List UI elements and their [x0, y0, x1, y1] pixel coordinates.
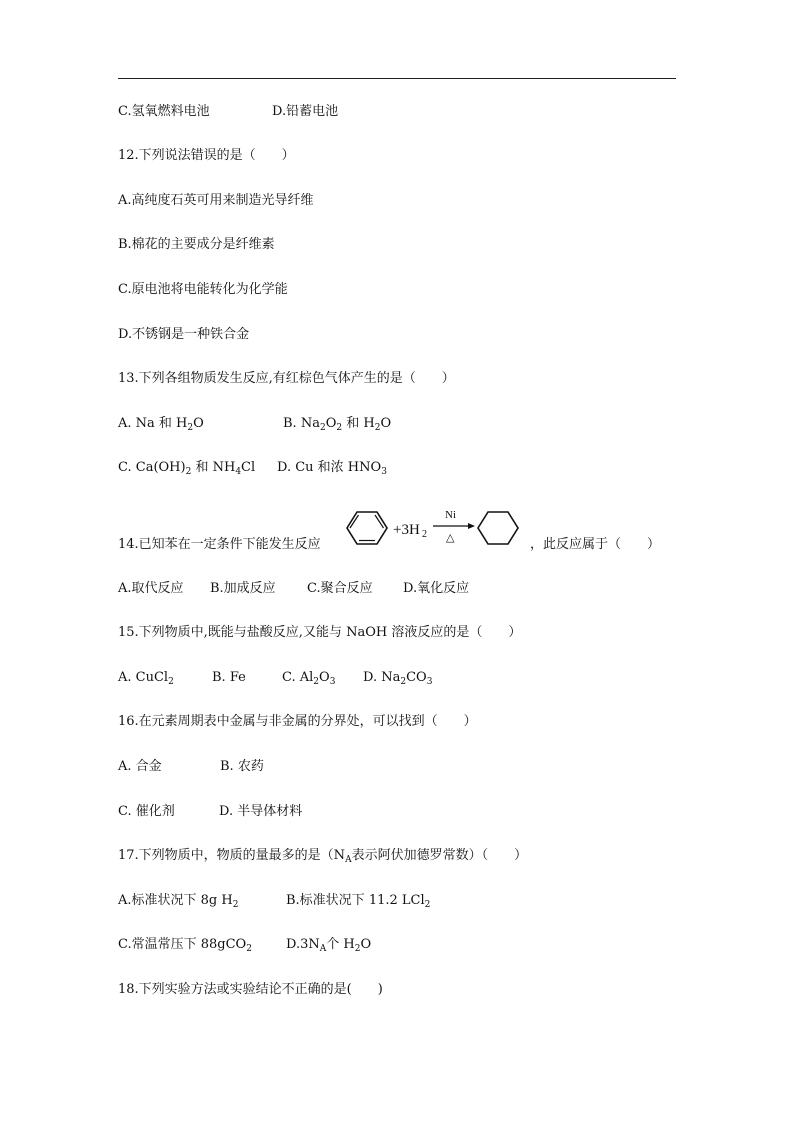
q13-stem: 13.下列各组物质发生反应,有红棕色气体产生的是（ ） — [118, 371, 455, 386]
q17-stem: 17.下列物质中，物质的量最多的是（$N_A$表示阿伏加德罗常数）（ ） — [118, 848, 528, 865]
q17-option-c: C.常温常压下 88gCO$_2$ — [118, 937, 252, 954]
q18-stem: 18.下列实验方法或实验结论不正确的是( ) — [118, 982, 383, 997]
cyclohexane-ring-icon — [478, 512, 518, 544]
q17-option-d: $D.3N_A$个 $H_2O$ — [286, 937, 372, 954]
q14-option-d: D.氧化反应 — [403, 581, 470, 596]
q12-option-a: A.高纯度石英可用来制造光导纤维 — [118, 193, 314, 208]
q13-option-c: C. $Ca(OH)_2$ 和 $NH_4Cl$ — [118, 460, 256, 477]
reaction-h2: +3H — [393, 522, 420, 538]
reaction-catalyst: Ni — [445, 509, 456, 521]
q11-option-d: D.铅蓄电池 — [272, 104, 339, 119]
q16-stem: 16.在元素周期表中金属与非金属的分界处，可以找到（ ） — [118, 714, 477, 729]
q17-option-a: A.标准状况下 8g $H_2$ — [118, 893, 239, 910]
reaction-heat: △ — [446, 531, 455, 544]
q12-stem: 12.下列说法错误的是（ ） — [118, 148, 295, 163]
q16-option-b: B. 农药 — [220, 759, 264, 774]
q11-option-c: C.氢氧燃料电池 — [118, 104, 210, 119]
q16-option-c: C. 催化剂 — [118, 804, 175, 819]
q13-option-d: D. Cu 和浓 $HNO_3$ — [277, 460, 387, 477]
q15-stem: 15.下列物质中,既能与盐酸反应,又能与 NaOH 溶液反应的是（ ） — [118, 625, 522, 640]
q14-stem-tail: ，此反应属于（ ） — [530, 537, 661, 552]
q12-option-d: D.不锈钢是一种铁合金 — [118, 327, 250, 342]
q14-stem: 14.已知苯在一定条件下能发生反应 — [118, 537, 321, 552]
reaction-h2-sub: 2 — [422, 529, 427, 540]
q13-option-b: B. $Na_2O_2$ 和 $H_2O$ — [283, 416, 392, 433]
header-rule — [118, 78, 676, 79]
q15-option-a: A. CuCl$_2$ — [118, 670, 174, 687]
q15-option-b: B. Fe — [212, 670, 246, 685]
q15-option-c: C. $Al_2O_3$ — [282, 670, 336, 687]
q16-option-d: D. 半导体材料 — [219, 804, 303, 819]
q12-option-b: B.棉花的主要成分是纤维素 — [118, 237, 275, 252]
q14-option-b: B.加成反应 — [210, 581, 276, 596]
q17-option-b: B.标准状况下 11.2 LCl$_2$ — [286, 893, 431, 910]
benzene-ring-icon — [347, 512, 387, 544]
q12-option-c: C.原电池将电能转化为化学能 — [118, 282, 288, 297]
q15-option-d: D. $Na_2CO_3$ — [363, 670, 433, 687]
q13-option-a: A. Na 和 $H_2O$ — [118, 416, 204, 433]
q14-option-c: C.聚合反应 — [307, 581, 373, 596]
q14-option-a: A.取代反应 — [118, 581, 184, 596]
q16-option-a: A. 合金 — [118, 759, 162, 774]
benzene-hydrogenation-reaction — [335, 506, 530, 556]
